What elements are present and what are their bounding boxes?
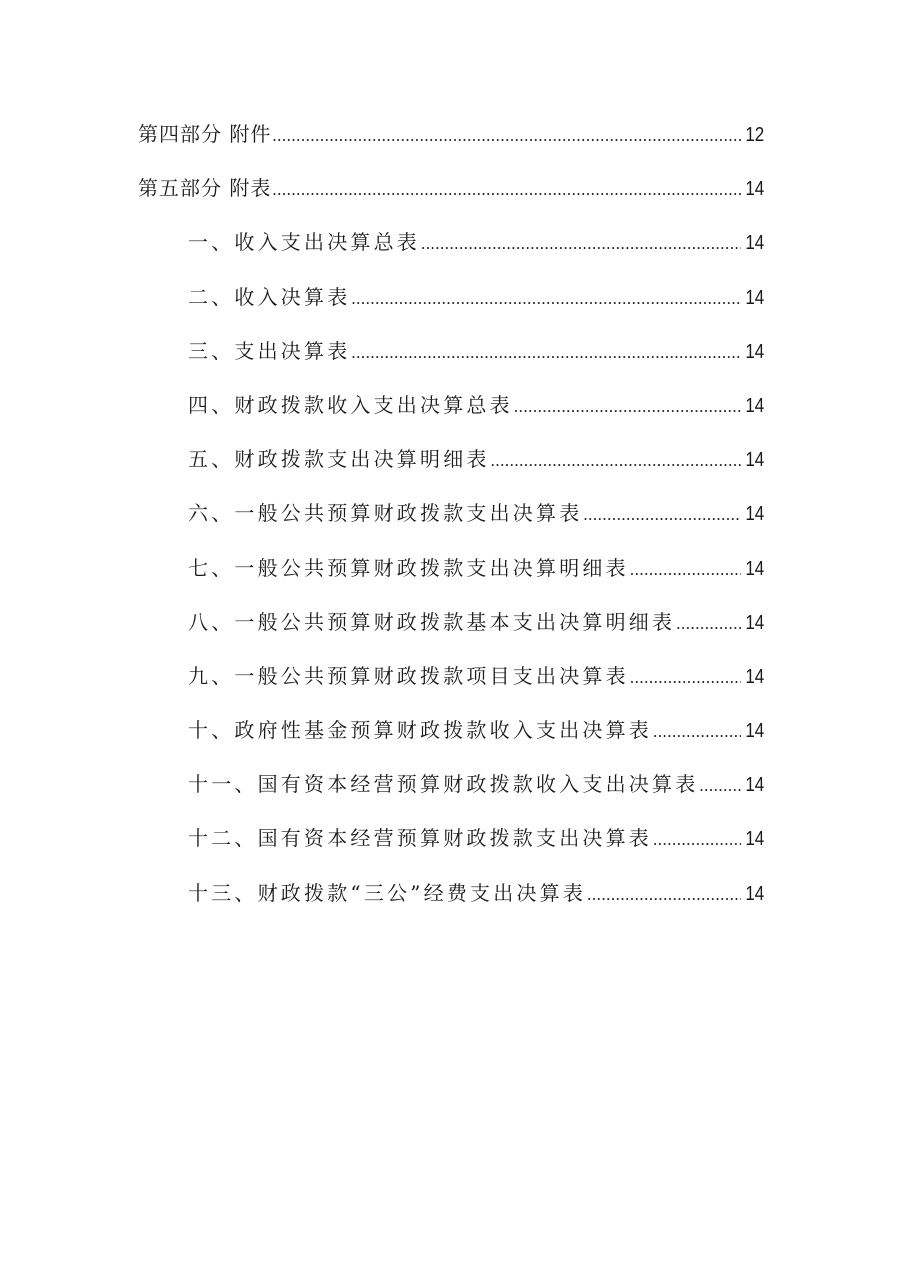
dot-leader bbox=[421, 224, 741, 264]
toc-entry-table-5[interactable] bbox=[138, 439, 764, 493]
toc-entry-page-number: 14 bbox=[745, 286, 764, 309]
toc-entry-page-number: 14 bbox=[745, 665, 764, 688]
toc-entry-page-number: 14 bbox=[745, 774, 764, 797]
toc-entry-title: 五、财政拨款支出决算明细表 bbox=[188, 447, 490, 472]
toc-entry-table-13[interactable] bbox=[138, 873, 764, 927]
toc-entry-title: 四、财政拨款收入支出决算总表 bbox=[188, 392, 513, 417]
toc-entry-page-number: 14 bbox=[745, 394, 764, 417]
toc-entry-page-number: 14 bbox=[745, 503, 764, 526]
toc-entry-table-8[interactable] bbox=[138, 602, 764, 656]
toc-entry-table-11[interactable] bbox=[138, 764, 764, 818]
dot-leader bbox=[514, 387, 741, 427]
toc-entry-title: 九、一般公共预算财政拨款项目支出决算表 bbox=[188, 663, 629, 688]
dot-leader bbox=[630, 550, 741, 590]
dot-leader bbox=[630, 658, 741, 698]
toc-entry-page-number: 14 bbox=[745, 557, 764, 580]
toc-entry-table-4[interactable] bbox=[138, 385, 764, 439]
table-of-contents bbox=[138, 114, 764, 927]
toc-entry-page-number: 14 bbox=[745, 232, 764, 255]
toc-entry-title: 三、支出决算表 bbox=[188, 338, 351, 363]
toc-entry-table-2[interactable] bbox=[138, 277, 764, 331]
toc-entry-title: 八、一般公共预算财政拨款基本支出决算明细表 bbox=[188, 609, 676, 634]
dot-leader bbox=[351, 279, 740, 319]
toc-entry-title: 第四部分 附件 bbox=[138, 122, 272, 146]
toc-entry-table-7[interactable] bbox=[138, 548, 764, 602]
dot-leader bbox=[272, 170, 740, 210]
toc-entry-part-5-tables[interactable] bbox=[138, 168, 764, 222]
toc-entry-title: 七、一般公共预算财政拨款支出决算明细表 bbox=[188, 555, 629, 580]
dot-leader bbox=[351, 333, 740, 373]
dot-leader bbox=[491, 441, 741, 481]
toc-entry-title: 十、政府性基金预算财政拨款收入支出决算表 bbox=[188, 718, 652, 743]
dot-leader bbox=[587, 875, 741, 915]
dot-leader bbox=[653, 820, 741, 860]
toc-entry-title: 六、一般公共预算财政拨款支出决算表 bbox=[188, 501, 583, 526]
toc-entry-page-number: 14 bbox=[745, 340, 764, 363]
toc-entry-page-number: 14 bbox=[745, 449, 764, 472]
toc-entry-page-number: 14 bbox=[745, 611, 764, 634]
dot-leader bbox=[676, 604, 741, 644]
toc-entry-title: 十三、财政拨款“三公”经费支出决算表 bbox=[188, 880, 587, 905]
dot-leader bbox=[653, 712, 741, 752]
toc-entry-page-number: 14 bbox=[745, 720, 764, 743]
toc-entry-table-9[interactable] bbox=[138, 656, 764, 710]
dot-leader bbox=[272, 116, 740, 156]
toc-entry-table-10[interactable] bbox=[138, 710, 764, 764]
toc-entry-page-number: 14 bbox=[745, 882, 764, 905]
toc-entry-title: 二、收入决算表 bbox=[188, 284, 351, 309]
toc-entry-title: 一、收入支出决算总表 bbox=[188, 230, 420, 255]
toc-entry-part-4-attachments[interactable] bbox=[138, 114, 764, 168]
toc-entry-page-number: 14 bbox=[745, 178, 764, 201]
toc-entry-table-3[interactable] bbox=[138, 331, 764, 385]
toc-entry-table-6[interactable] bbox=[138, 493, 764, 547]
toc-entry-title: 十一、国有资本经营预算财政拨款收入支出决算表 bbox=[188, 772, 699, 797]
toc-entry-page-number: 14 bbox=[745, 828, 764, 851]
toc-entry-page-number: 12 bbox=[745, 124, 764, 146]
dot-leader bbox=[699, 766, 740, 806]
toc-entry-title: 第五部分 附表 bbox=[138, 176, 272, 201]
dot-leader bbox=[583, 495, 740, 535]
toc-entry-table-12[interactable] bbox=[138, 818, 764, 872]
toc-entry-table-1[interactable] bbox=[138, 222, 764, 276]
toc-entry-title: 十二、国有资本经营预算财政拨款支出决算表 bbox=[188, 826, 652, 851]
